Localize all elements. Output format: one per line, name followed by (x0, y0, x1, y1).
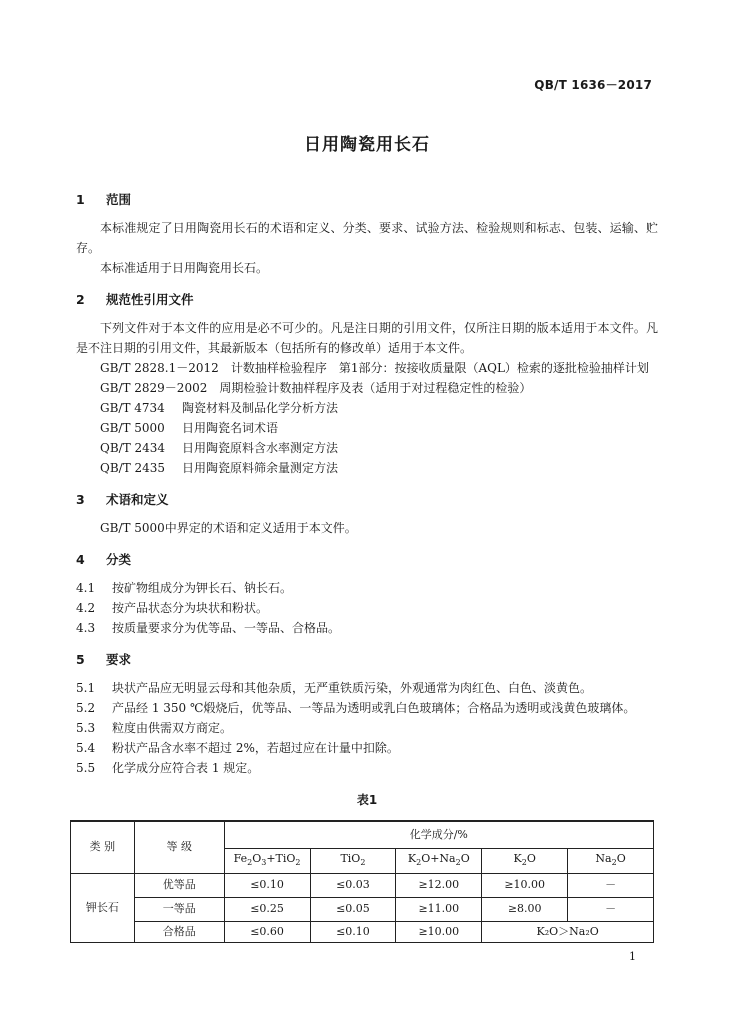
clause-number: 5.1 (76, 681, 96, 695)
clause-number: 4.3 (76, 621, 96, 635)
clause (76, 618, 658, 638)
reference-code: GB/T 2828.1－2012 (100, 361, 219, 375)
header-tio2: TiO$_2$ (310, 848, 396, 873)
cell-fe2o3-tio2: ≤0.10 (224, 873, 310, 897)
paragraph: 下列文件对于本文件的应用是必不可少的。凡是注日期的引用文件，仅所注日期的版本适用于本文件。凡是不注日期的引用文件，其最新版本（包括所有的修改单）适用于本文件。 (76, 321, 658, 355)
cell-fe2o3-tio2: ≤0.60 (224, 921, 310, 942)
cell-k2o-vs-na2o: K₂O＞Na₂O (482, 921, 654, 942)
cell-na2o: － (568, 873, 654, 897)
table-row (71, 897, 654, 921)
cell-k2o-na2o: ≥12.00 (396, 873, 482, 897)
clause (76, 678, 658, 698)
cell-fe2o3-tio2: ≤0.25 (224, 897, 310, 921)
reference-code: GB/T 4734 (100, 401, 165, 415)
reference-code: QB/T 2435 (100, 461, 166, 475)
cell-grade: 合格品 (134, 921, 224, 942)
clause-text: 产品经 1 350 ℃煅烧后，优等品、一等品为透明或乳白色玻璃体；合格品为透明或浅黄色玻璃体。 (112, 701, 636, 715)
cell-na2o: － (568, 897, 654, 921)
section-1-heading (76, 190, 658, 210)
section-title: 要求 (106, 652, 132, 667)
normative-reference (76, 398, 658, 418)
clause-text: 按产品状态分为块状和粉状。 (112, 601, 269, 615)
table-row (71, 873, 654, 897)
section-title: 术语和定义 (106, 492, 169, 507)
clause (76, 718, 658, 738)
cell-tio2: ≤0.03 (310, 873, 396, 897)
header-fe2o3-tio2: $Fe_2O_3+TiO_2$ (224, 848, 310, 873)
section-title: 规范性引用文件 (106, 292, 194, 307)
cell-k2o-na2o: ≥11.00 (396, 897, 482, 921)
clause-number: 5.3 (76, 721, 96, 735)
clause-number: 5.5 (76, 761, 96, 775)
clause-number: 4.1 (76, 581, 96, 595)
clause-text: 化学成分应符合表 1 规定。 (112, 761, 260, 775)
section-number: 3 (76, 492, 85, 507)
reference-code: QB/T 2434 (100, 441, 166, 455)
page-number: 1 (629, 950, 636, 963)
reference-code: GB/T 2829－2002 (100, 381, 208, 395)
clause-number: 4.2 (76, 601, 96, 615)
normative-reference (76, 458, 658, 478)
header-category: 类 别 (71, 821, 135, 873)
reference-title: 陶瓷材料及制品化学分析方法 (182, 401, 339, 415)
reference-title: 计数抽样检验程序 第1部分：按接收质量限（AQL）检索的逐批检验抽样计划 (230, 361, 649, 375)
clause-number: 5.2 (76, 701, 96, 715)
standard-code: QB/T 1636－2017 (534, 78, 652, 92)
paragraph: 本标准规定了日用陶瓷用长石的术语和定义、分类、要求、试验方法、检验规则和标志、包装、运输、贮存。 (76, 221, 658, 255)
header-grade: 等 级 (134, 821, 224, 873)
clause (76, 578, 658, 598)
section-number: 2 (76, 292, 85, 307)
header-k2o-na2o: $K_2O+Na_2O$ (396, 848, 482, 873)
paragraph: GB/T 5000中界定的术语和定义适用于本文件。 (100, 521, 357, 535)
table-caption: 表1 (356, 793, 378, 807)
section-3-heading (76, 490, 658, 510)
normative-reference (76, 358, 658, 378)
clause (76, 738, 658, 758)
clause-text: 块状产品应无明显云母和其他杂质，无严重铁质污染，外观通常为肉红色、白色、淡黄色。 (112, 681, 593, 695)
clause-number: 5.4 (76, 741, 96, 755)
clause-text: 按质量要求分为优等品、一等品、合格品。 (112, 621, 341, 635)
cell-k2o: ≥8.00 (482, 897, 568, 921)
clause (76, 598, 658, 618)
clause-text: 按矿物组成分为钾长石、钠长石。 (112, 581, 293, 595)
cell-k2o: ≥10.00 (482, 873, 568, 897)
section-title: 范围 (106, 192, 132, 207)
reference-title: 日用陶瓷原料筛余量测定方法 (182, 461, 339, 475)
document-title: 日用陶瓷用长石 (304, 135, 430, 155)
reference-title: 日用陶瓷原料含水率测定方法 (182, 441, 339, 455)
reference-title: 周期检验计数抽样程序及表（适用于对过程稳定性的检验） (219, 381, 532, 395)
paragraph: 本标准适用于日用陶瓷用长石。 (100, 261, 269, 275)
cell-tio2: ≤0.05 (310, 897, 396, 921)
clause (76, 698, 658, 718)
section-4-heading (76, 550, 658, 570)
chemical-composition-table (70, 820, 654, 943)
header-chemical-composition: 化学成分/% (224, 821, 653, 848)
table-row (71, 921, 654, 942)
section-number: 4 (76, 552, 85, 567)
clause-text: 粒度由供需双方商定。 (112, 721, 233, 735)
reference-title: 日用陶瓷名词术语 (182, 421, 279, 435)
cell-k2o-na2o: ≥10.00 (396, 921, 482, 942)
section-number: 1 (76, 192, 85, 207)
section-number: 5 (76, 652, 85, 667)
cell-grade: 优等品 (134, 873, 224, 897)
cell-tio2: ≤0.10 (310, 921, 396, 942)
section-2-heading (76, 290, 658, 310)
cell-category: 钾长石 (71, 873, 135, 942)
cell-grade: 一等品 (134, 897, 224, 921)
clause (76, 758, 658, 778)
section-title: 分类 (106, 552, 132, 567)
header-k2o: $K_2O$ (482, 848, 568, 873)
normative-reference (76, 418, 658, 438)
header-na2o: $Na_2O$ (568, 848, 654, 873)
normative-reference (76, 438, 658, 458)
clause-text: 粉状产品含水率不超过 2%，若超过应在计量中扣除。 (112, 741, 399, 755)
document-body (76, 190, 658, 943)
section-5-heading (76, 650, 658, 670)
normative-reference (76, 378, 658, 398)
reference-code: GB/T 5000 (100, 421, 165, 435)
